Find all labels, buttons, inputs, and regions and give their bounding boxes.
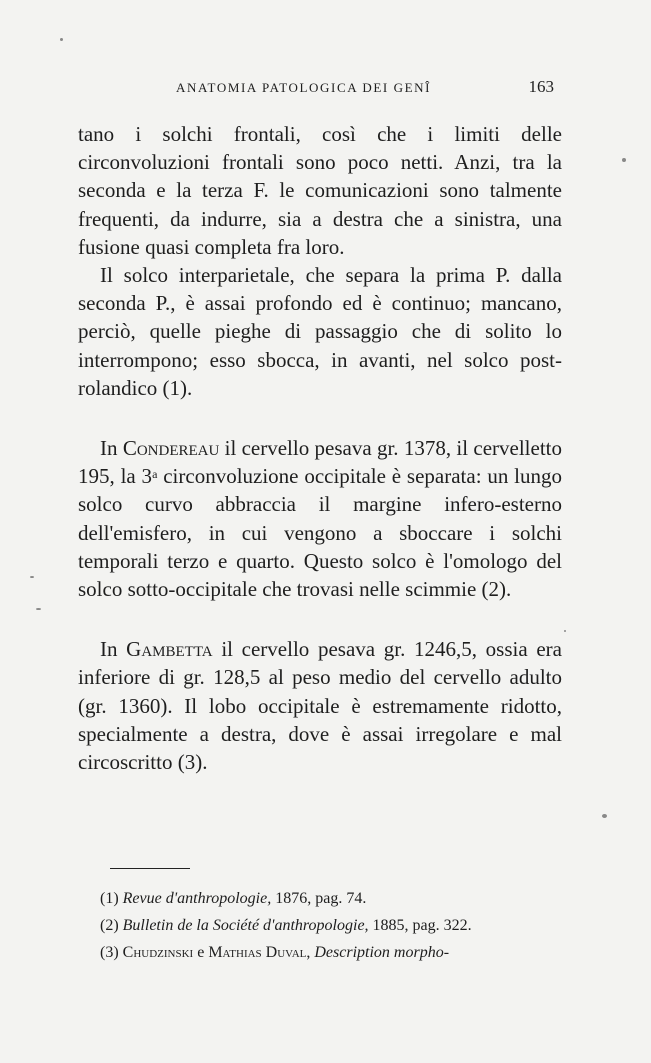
scan-speck bbox=[622, 158, 626, 162]
page-header bbox=[78, 78, 562, 102]
scan-speck bbox=[602, 814, 607, 818]
footnote-1 bbox=[100, 885, 562, 912]
paragraph-text: il cervello pesava gr. 1378, il cervelletto 195, la 3 bbox=[78, 436, 563, 489]
footnote-marker: (2) bbox=[100, 917, 119, 934]
paragraph-text: circonvoluzione occipitale è separata: un lungo solco curvo abbraccia il margine infero-esterno dell'emisfero, in cui vengono a sboccare i solchi temporali terzo e quarto. Questo solco è l'omologo del solco sotto-occipitale che trovasi nelle scimmie (2). bbox=[78, 464, 563, 602]
running-title: ANATOMIA PATOLOGICA DEI GENÎ bbox=[176, 80, 432, 95]
superscript: a bbox=[152, 467, 158, 482]
footnote-title: Revue d'anthropologie, bbox=[122, 890, 272, 907]
scan-speck bbox=[564, 630, 566, 632]
footnote-separator: , bbox=[306, 944, 315, 961]
page-number: 163 bbox=[528, 77, 554, 96]
paragraph-1: tano i solchi frontali, così che i limiti delle circonvoluzioni frontali sono poco netti. Anzi, tra la seconda e la terza F. le comunicazioni sono talmente frequenti, da indurre, sia a destra che a sinistra, una fusione quasi completa fra loro. bbox=[78, 122, 562, 259]
footnote-divider bbox=[110, 868, 190, 869]
footnote-2 bbox=[100, 912, 562, 939]
scan-speck bbox=[30, 576, 34, 578]
footnote-author: Mathias Duval bbox=[208, 944, 307, 961]
paragraph-condereau bbox=[78, 434, 562, 603]
footnote-marker: (3) bbox=[100, 944, 119, 961]
footnote-3 bbox=[100, 939, 562, 966]
paragraph-text: il cervello pesava gr. 1246,5, ossia era inferiore di gr. 128,5 al peso medio del cervello adulto (gr. 1360). Il lobo occipitale è estremamente ridotto, specialmente a destra, dove è assai irregolare e mal circoscritto (3). bbox=[78, 637, 562, 775]
footnote-detail: 1885, pag. 322. bbox=[368, 917, 472, 934]
person-name-condereau: Condereau bbox=[122, 436, 220, 461]
footnote-author: Chudzinski bbox=[122, 944, 194, 961]
footnote-marker: (1) bbox=[100, 890, 119, 907]
footnote-conjunction: e bbox=[193, 944, 209, 961]
person-name-gambetta: Gambetta bbox=[126, 637, 213, 662]
footnote-title: Bulletin de la Société d'anthropologie, bbox=[122, 917, 369, 934]
body-text bbox=[78, 120, 562, 776]
paragraph-gambetta bbox=[78, 635, 562, 776]
footnotes bbox=[100, 885, 562, 966]
footnote-detail: 1876, pag. 74. bbox=[271, 890, 367, 907]
footnote-title: Description morpho- bbox=[314, 944, 450, 961]
paragraph-2: Il solco interparietale, che separa la prima P. dalla seconda P., è assai profondo ed è continuo; mancano, perciò, quelle pieghe di passaggio che di solito lo interrompono; esso sbocca, in avanti, nel solco post-rolandico (1). bbox=[78, 263, 562, 400]
scan-speck bbox=[36, 608, 41, 610]
scan-speck bbox=[60, 38, 63, 41]
paragraph-lead: In bbox=[100, 436, 118, 461]
paragraph-lead: In bbox=[100, 637, 118, 662]
